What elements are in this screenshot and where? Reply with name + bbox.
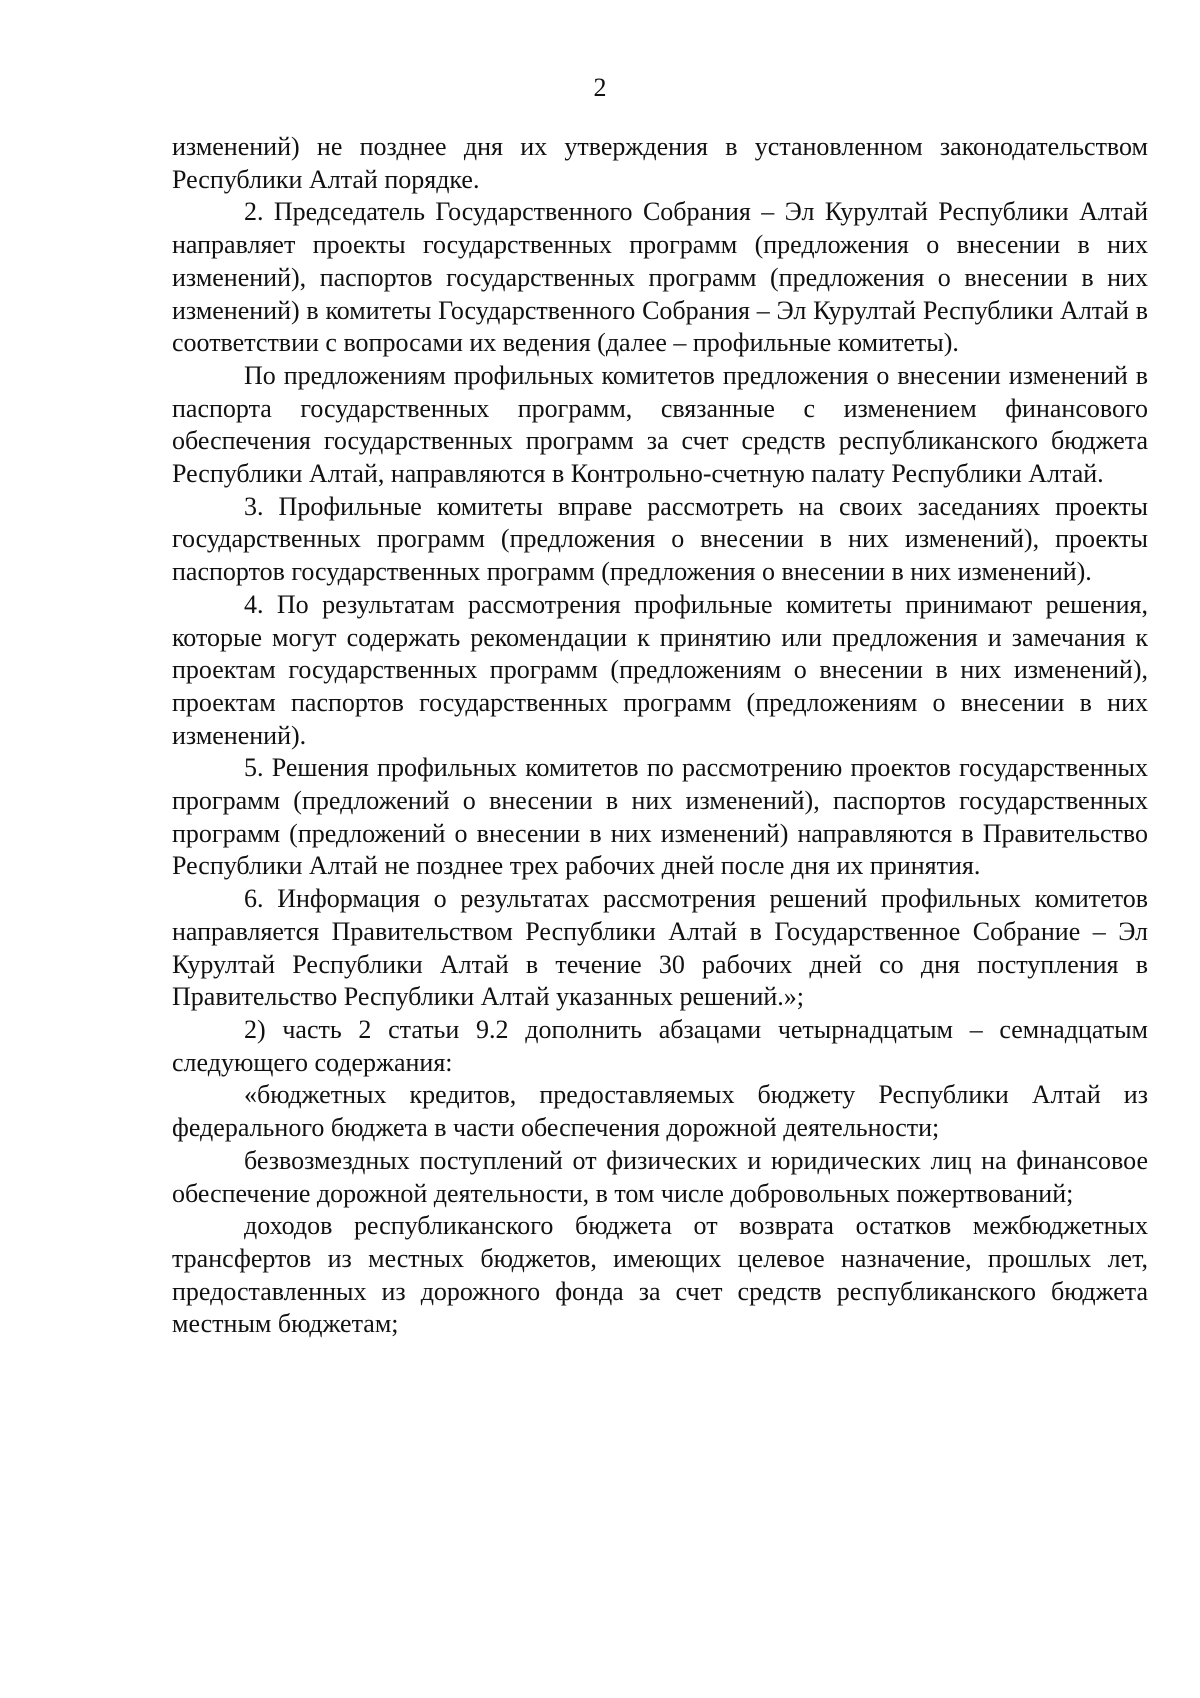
paragraph-item-3: 3. Профильные комитеты вправе рассмотреть на своих заседаниях проекты государственных программ (предложения о внесении в них изменений), проекты паспортов государственных программ (предложения о внесении в них изменений). <box>172 491 1148 587</box>
paragraph-continuation: изменений) не позднее дня их утверждения в установленном законодательством Республики Алтай порядке. <box>172 132 1148 194</box>
paragraph-free-receipts: безвозмездных поступлений от физических и юридических лиц на финансовое обеспечение дорожной деятельности, в том числе добровольных пожертвований; <box>172 1145 1148 1208</box>
paragraph-item-5: 5. Решения профильных комитетов по рассмотрению проектов государственных программ (предложений о внесении в них изменений), паспортов государственных программ (предложений о внесении в них изменений) направляются в Правительство Республики Алтай не позднее трех рабочих дней после дня их принятия. <box>172 753 1148 881</box>
paragraph-item-6: 6. Информация о результатах рассмотрения решений профильных комитетов направляется Правительством Республики Алтай в Государственное Собрание – Эл Курултай Республики Алтай в течение 30 рабочих дней со дня поступления в Правительство Республики Алтай указанных решений.»; <box>172 884 1148 1012</box>
paragraph-committee-proposals: По предложениям профильных комитетов предложения о внесении изменений в паспорта государственных программ, связанные с изменением финансового обеспечения государственных программ за счет средств республиканского бюджета Республики Алтай, направляются в Контрольно-счетную палату Республики Алтай. <box>172 360 1148 489</box>
paragraph-budget-credits: «бюджетных кредитов, предоставляемых бюджету Республики Алтай из федерального бюджета в части обеспечения дорожной деятельности; <box>172 1080 1148 1143</box>
document-body <box>172 131 1148 1341</box>
paragraph-amendment-2: 2) часть 2 статьи 9.2 дополнить абзацами четырнадцатым – семнадцатым следующего содержания: <box>172 1014 1148 1077</box>
paragraph-budget-revenues: доходов республиканского бюджета от возврата остатков межбюджетных трансфертов из местных бюджетов, имеющих целевое назначение, прошлых лет, предоставленных из дорожного фонда за счет средств республиканского бюджета местным бюджетам; <box>172 1211 1148 1339</box>
paragraph-item-2: 2. Председатель Государственного Собрания – Эл Курултай Республики Алтай направляет проекты государственных программ (предложения о внесении в них изменений), паспортов государственных программ (предложения о внесении в них изменений) в комитеты Государственного Собрания – Эл Курултай Республики Алтай в соответствии с вопросами их ведения (далее – профильные комитеты). <box>172 197 1148 358</box>
page-number: 2 <box>593 73 607 102</box>
paragraph-item-4: 4. По результатам рассмотрения профильные комитеты принимают решения, которые могут содержать рекомендации к принятию или предложения и замечания к проектам государственных программ (предложениям о внесении в них изменений), проектам паспортов государственных программ (предложениям о внесении в них изменений). <box>172 589 1148 750</box>
